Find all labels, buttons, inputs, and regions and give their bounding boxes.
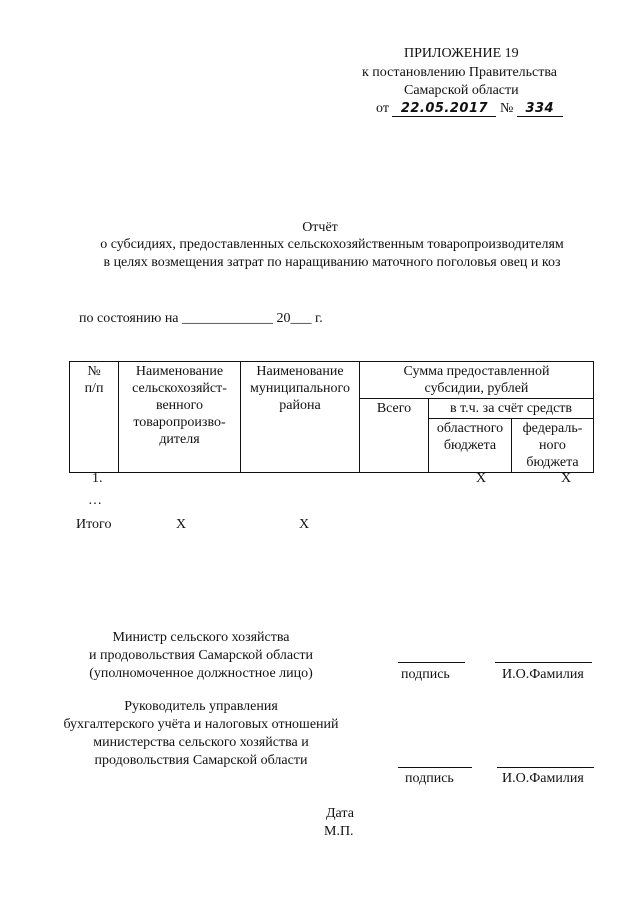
footer-date: Дата bbox=[326, 806, 354, 821]
minister-sign-label: подпись bbox=[401, 667, 450, 682]
header-sum: Сумма предоставленной субсидии, рублей bbox=[360, 362, 594, 399]
handwritten-number: 334 bbox=[517, 101, 563, 117]
row1-num: 1. bbox=[92, 471, 103, 486]
header-num: № п/п bbox=[70, 362, 119, 473]
head-name-line bbox=[497, 767, 594, 768]
status-prefix: по состоянию на bbox=[79, 311, 179, 326]
report-subtitle-1: о субсидиях, предоставленных сельскохозяйственным товаропроизводителям bbox=[100, 237, 564, 252]
header-district: Наименование муниципального района bbox=[241, 362, 360, 473]
report-title: Отчёт bbox=[302, 220, 338, 235]
report-table bbox=[69, 361, 594, 473]
report-subtitle-2: в целях возмещения затрат по наращиванию маточного поголовья овец и коз bbox=[103, 255, 561, 270]
head-sign-label: подпись bbox=[405, 771, 454, 786]
itogo-district-x: X bbox=[299, 517, 310, 532]
appendix-decree: к постановлению Правительства bbox=[362, 65, 558, 80]
minister-sign-line bbox=[398, 662, 465, 663]
head-block: Руководитель управления бухгалтерского учёта и налоговых отношений министерства сельского хозяйства и продовольствия Самарской области bbox=[63, 699, 339, 768]
itogo-producer-x: X bbox=[176, 517, 187, 532]
status-year: 20___ г. bbox=[276, 311, 323, 326]
head-sign-line bbox=[398, 767, 472, 768]
itogo-label: Итого bbox=[76, 517, 112, 532]
status-date-line bbox=[79, 311, 323, 327]
minister-block: Министр сельского хозяйства и продовольствия Самарской области (уполномоченное должностное лицо) bbox=[89, 630, 313, 681]
header-total: Всего bbox=[360, 399, 429, 473]
head-name-label: И.О.Фамилия bbox=[502, 771, 584, 786]
number-label: № bbox=[499, 101, 514, 116]
status-blank: _____________ bbox=[182, 311, 274, 326]
header-regional: областного бюджета bbox=[429, 419, 512, 473]
appendix-region: Самарской области bbox=[404, 83, 519, 98]
handwritten-date: 22.05.2017 bbox=[392, 101, 496, 117]
appendix-date-line bbox=[376, 101, 563, 117]
minister-name-label: И.О.Фамилия bbox=[502, 667, 584, 682]
from-label: от bbox=[376, 101, 389, 116]
header-incl: в т.ч. за счёт средств bbox=[429, 399, 594, 419]
header-federal: федераль- ного бюджета bbox=[512, 419, 594, 473]
header-producer: Наименование сельскохозяйст- венного товаропроизво- дителя bbox=[119, 362, 241, 473]
appendix-title: ПРИЛОЖЕНИЕ 19 bbox=[404, 46, 519, 61]
row1-regional-x: X bbox=[476, 471, 487, 486]
footer-stamp: М.П. bbox=[324, 824, 354, 839]
ellipsis-row: … bbox=[88, 493, 102, 508]
row1-federal-x: X bbox=[561, 471, 572, 486]
minister-name-line bbox=[495, 662, 592, 663]
